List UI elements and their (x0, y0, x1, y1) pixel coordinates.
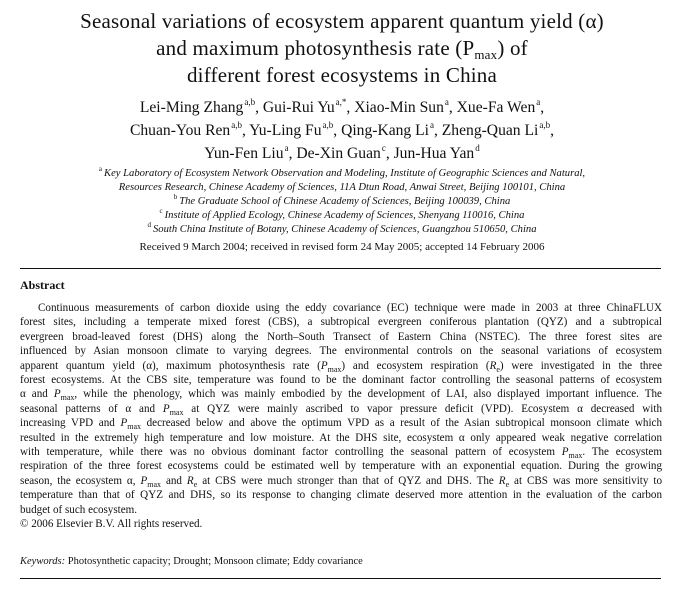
title-line-1: Seasonal variations of ecosystem apparent quantum yield (α) (80, 9, 604, 33)
author-name: Qing-Kang Li (341, 122, 429, 139)
author-name: Gui-Rui Yu (262, 99, 335, 116)
affiliations (20, 167, 664, 237)
abstract-line: influenced by Asian monsoon climate to varying degrees. The environmental controls on the seasonal variations of ecosystem (20, 345, 662, 358)
affiliation-mark: a (98, 165, 103, 173)
affiliation-line: Resources Research, Chinese Academy of Sciences, 11A Dtun Road, Anwai Street, Beijing 100101, China (118, 182, 566, 193)
affiliation-mark: c (159, 207, 163, 215)
abstract-line: season, the ecosystem α, $P_{max}$ and $R_e$ at CBS were much stronger than that of QYZ and DHS. The $R_e$ at CBS was more sensitivity to (20, 474, 663, 490)
author-name: Yun-Fen Liu (204, 145, 284, 162)
author-name: Jun-Hua Yan (393, 145, 475, 162)
affiliation-line: $^b$ The Graduate School of Chinese Academy of Sciences, Beijing 100039, China (173, 193, 511, 207)
author-affil-mark: d (475, 143, 480, 153)
abstract-line: apparent quantum yield (α), maximum photosynthesis rate $(P_{max})$ and ecosystem respiration $(R_e)$ were investigated in the three (20, 359, 663, 374)
author-line-2: Chuan-You Ren$^{a,b}$, Yu-Ling Fu$^{a,b}$, Qing-Kang Li$^a$, Zheng-Quan Li$^{a,b}$, (129, 120, 554, 139)
author-affil-mark: c (381, 143, 386, 153)
author-affil-mark: a,b (539, 120, 551, 130)
affiliation-line: $^c$ Institute of Applied Ecology, Chinese Academy of Sciences, Shenyang 110016, China (159, 207, 525, 221)
author-name: Yu-Ling Fu (249, 122, 322, 139)
divider-top (20, 268, 661, 269)
title-line-3: different forest ecosystems in China (186, 63, 498, 87)
author-line-1: Lei-Ming Zhang$^{a,b}$, Gui-Rui $Yu^{a,*}$, Xiao-Min Sun$^a$, Xue-Fa Wen$^a$, (139, 97, 545, 116)
title-line-2: and maximum photosynthesis rate $(P_{max})$ of (156, 36, 528, 62)
affiliation-line: $^d$ South China Institute of Botany, Chinese Academy of Sciences, Guangzhou 510650, China (147, 221, 537, 235)
author-affil-mark: a,b (231, 120, 242, 130)
abstract-line: seasonal patterns of α and $P_{max}$ at QYZ were mainly ascribed to vapor pressure deficit (VPD). Ecosystem α decreased with (20, 402, 663, 418)
author-line-3: Yun-Fen Liu$^a$, De-Xin Guan$^c$, Jun-Hua Yan$^d$ (204, 143, 480, 162)
author-name: Lei-Ming Zhang (139, 99, 244, 116)
received-dates: Received 9 March 2004; received in revised form 24 May 2005; accepted 14 February 2006 (139, 241, 545, 253)
copyright-notice: © 2006 Elsevier B.V. All rights reserved. (20, 518, 203, 531)
affiliation-mark: b (173, 193, 178, 201)
paper-title (20, 8, 664, 89)
author-name: De-Xin Guan (296, 145, 381, 162)
keywords-label: Keywords: (20, 556, 66, 567)
abstract-line: respiration of the three forest ecosystems could be estimated well by temperature with an exponential equation. During the growing (20, 460, 662, 473)
affiliation-mark: d (147, 221, 151, 229)
divider-bottom (20, 578, 661, 579)
affiliation-line: $^a$ Key Laboratory of Ecosystem Network Observation and Modeling, Institute of Geographic Sciences and Natural, (98, 165, 586, 179)
abstract-line: budget of such ecosystem. (20, 503, 138, 516)
author-affil-mark: a,b (244, 97, 256, 107)
author-affil-mark: a (429, 120, 434, 130)
author-name: Chuan-You Ren (129, 122, 231, 139)
author-affil-mark: a (444, 97, 449, 107)
abstract-line: with temperature, while there was no obvious dominant factor controlling the seasonal pattern of ecosystem $P_{max}$. The ecosystem (20, 446, 662, 461)
author-affil-mark: a (284, 143, 289, 153)
author-affil-mark: a,b (322, 120, 334, 130)
abstract-heading: Abstract (20, 278, 65, 292)
abstract-line: forest ecosystems. At the CBS site, temperature was found to be the dominant factor controlling the seasonal patterns of ecosystem (20, 374, 662, 387)
keywords-text: Photosynthetic capacity; Drought; Monsoon climate; Eddy covariance (67, 556, 363, 567)
author-affil-mark: a (536, 97, 541, 107)
author-name: Xiao-Min Sun (354, 99, 444, 116)
author-affil-mark: a,* (335, 97, 347, 107)
abstract-line: evergreen broad-leaved forest (DHS) along the North–South Transect of Eastern China (NSTEC). The three forest sites are (20, 330, 662, 343)
abstract-body (20, 301, 662, 532)
abstract-line: α and $P_{max}$, while the phenology, which was mainly embodied by the development of LAI, also displayed important influence. The (20, 388, 662, 403)
abstract-line: resulted in the extremely high temperature and low moisture. At the DHS site, ecosystem α only appeared weak negative correlation (20, 431, 662, 444)
author-name: Zheng-Quan Li (441, 122, 539, 139)
author-name: Xue-Fa Wen (456, 99, 536, 116)
abstract-line: increasing VPD and $P_{max}$ decreased below and above the optimum VPD as a result of the Asian subtropical monsoon climate which (20, 417, 663, 432)
abstract-line: Continuous measurements of carbon dioxide using the eddy covariance (EC) technique were made in 2003 at three ChinaFLUX (38, 302, 662, 314)
keywords (20, 556, 363, 567)
abstract-line: temperature than that of QYZ and DHS, so its response to changing climate deserved more attention in the evaluation of the carbon (20, 489, 662, 502)
author-list (20, 96, 664, 165)
abstract-line: forest sites, including a temperate mixed forest (CBS), a subtropical evergreen coniferous plantation (QYZ) and a subtropical (20, 316, 662, 329)
